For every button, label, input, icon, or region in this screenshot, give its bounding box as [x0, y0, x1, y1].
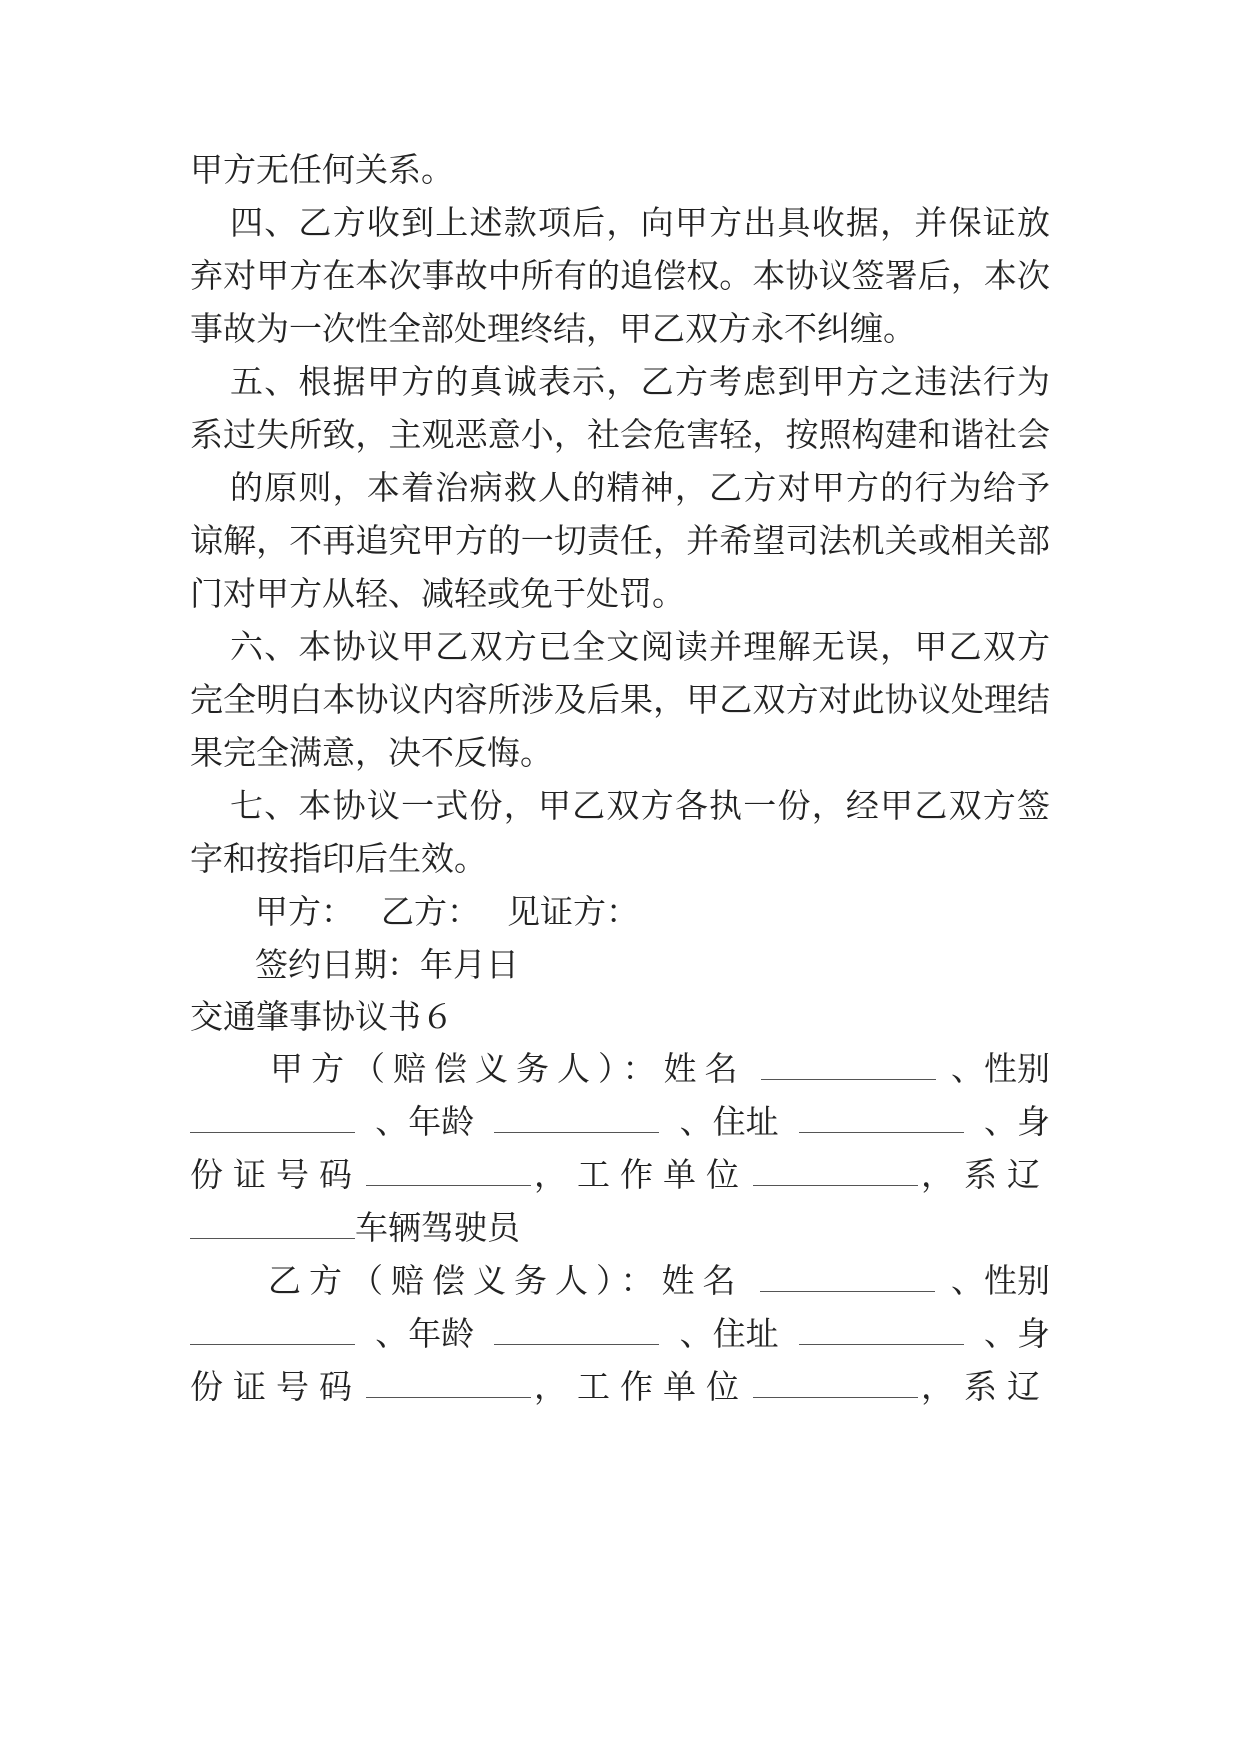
- party-a-label: 甲方（赔偿义务人）：姓名: [270, 1049, 746, 1088]
- text-line: 果完全满意，决不反悔。: [190, 733, 553, 772]
- text-line: 六、本协议甲乙双方已全文阅读并理解无误，甲乙双方: [230, 627, 1050, 666]
- text-line: 七、本协议一式份，甲乙双方各执一份，经甲乙双方签: [230, 786, 1050, 825]
- text-line: 五、根据甲方的真诚表示，乙方考虑到甲方之违法行为: [230, 362, 1050, 401]
- party-a-address-label: 、住址: [679, 1102, 779, 1141]
- text-line: 谅解，不再追究甲方的一切责任，并希望司法机关或相关部: [190, 521, 1050, 560]
- text-line: 系过失所致，主观恶意小，社会危害轻，按照构建和谐社会: [190, 415, 1050, 454]
- party-a-id-label: 份证号码: [190, 1155, 362, 1194]
- signature-line: 甲方： 乙方： 见证方：: [255, 892, 639, 931]
- text-line: 完全明白本协议内容所涉及后果，甲乙双方对此协议处理结: [190, 680, 1050, 719]
- party-a-gender-label: 、性别: [951, 1049, 1050, 1088]
- party-b-name-blank[interactable]: [760, 1263, 935, 1292]
- party-a-address-blank[interactable]: [799, 1104, 964, 1133]
- party-a-id-blank[interactable]: [366, 1157, 531, 1186]
- party-a-id-line: [190, 1155, 1050, 1195]
- party-a-work-label: ，工作单位: [534, 1155, 749, 1194]
- party-b-id-label-start: 、身: [983, 1314, 1050, 1353]
- section-title: 交通肇事协议书６: [190, 997, 454, 1036]
- party-a-vehicle-blank[interactable]: [190, 1210, 355, 1239]
- text-line: 事故为一次性全部处理终结，甲乙双方永不纠缠。: [190, 309, 916, 348]
- party-b-detail-line: [190, 1314, 1050, 1354]
- party-b-id-blank[interactable]: [366, 1369, 531, 1398]
- party-a-name-blank[interactable]: [761, 1051, 936, 1080]
- party-b-work-blank[interactable]: [753, 1369, 918, 1398]
- party-a-age-label: 、年龄: [375, 1102, 475, 1141]
- party-b-id-line: [190, 1367, 1050, 1407]
- party-a-driver-line: [190, 1208, 1050, 1248]
- party-a-id-label-start: 、身: [983, 1102, 1050, 1141]
- party-b-id-label: 份证号码: [190, 1367, 362, 1406]
- text-line: 四、乙方收到上述款项后，向甲方出具收据，并保证放: [230, 203, 1050, 242]
- party-b-name-line: [268, 1261, 1050, 1301]
- party-a-gender-blank[interactable]: [190, 1104, 355, 1133]
- party-a-relation-label: ，系辽: [921, 1155, 1050, 1194]
- sign-date-line: 签约日期：年月日: [255, 945, 519, 984]
- party-b-address-label: 、住址: [679, 1314, 779, 1353]
- text-line: 门对甲方从轻、减轻或免于处罚。: [190, 574, 685, 613]
- party-b-address-blank[interactable]: [799, 1316, 964, 1345]
- text-line: 弃对甲方在本次事故中所有的追偿权。本协议签署后，本次: [190, 256, 1050, 295]
- text-line: 甲方无任何关系。: [190, 150, 454, 189]
- party-b-gender-blank[interactable]: [190, 1316, 355, 1345]
- party-a-work-blank[interactable]: [753, 1157, 918, 1186]
- party-a-driver-label: 车辆驾驶员: [355, 1208, 520, 1247]
- party-a-name-line: [270, 1049, 1050, 1089]
- party-b-age-blank[interactable]: [494, 1316, 659, 1345]
- party-b-age-label: 、年龄: [375, 1314, 475, 1353]
- text-line: 的原则，本着治病救人的精神，乙方对甲方的行为给予: [230, 468, 1050, 507]
- party-b-gender-label: 、性别: [951, 1261, 1050, 1300]
- party-a-age-blank[interactable]: [494, 1104, 659, 1133]
- party-a-detail-line: [190, 1102, 1050, 1142]
- text-line: 字和按指印后生效。: [190, 839, 487, 878]
- party-b-relation-label: ，系辽: [921, 1367, 1050, 1406]
- party-b-work-label: ，工作单位: [534, 1367, 749, 1406]
- party-b-label: 乙方（赔偿义务人）：姓名: [268, 1261, 744, 1300]
